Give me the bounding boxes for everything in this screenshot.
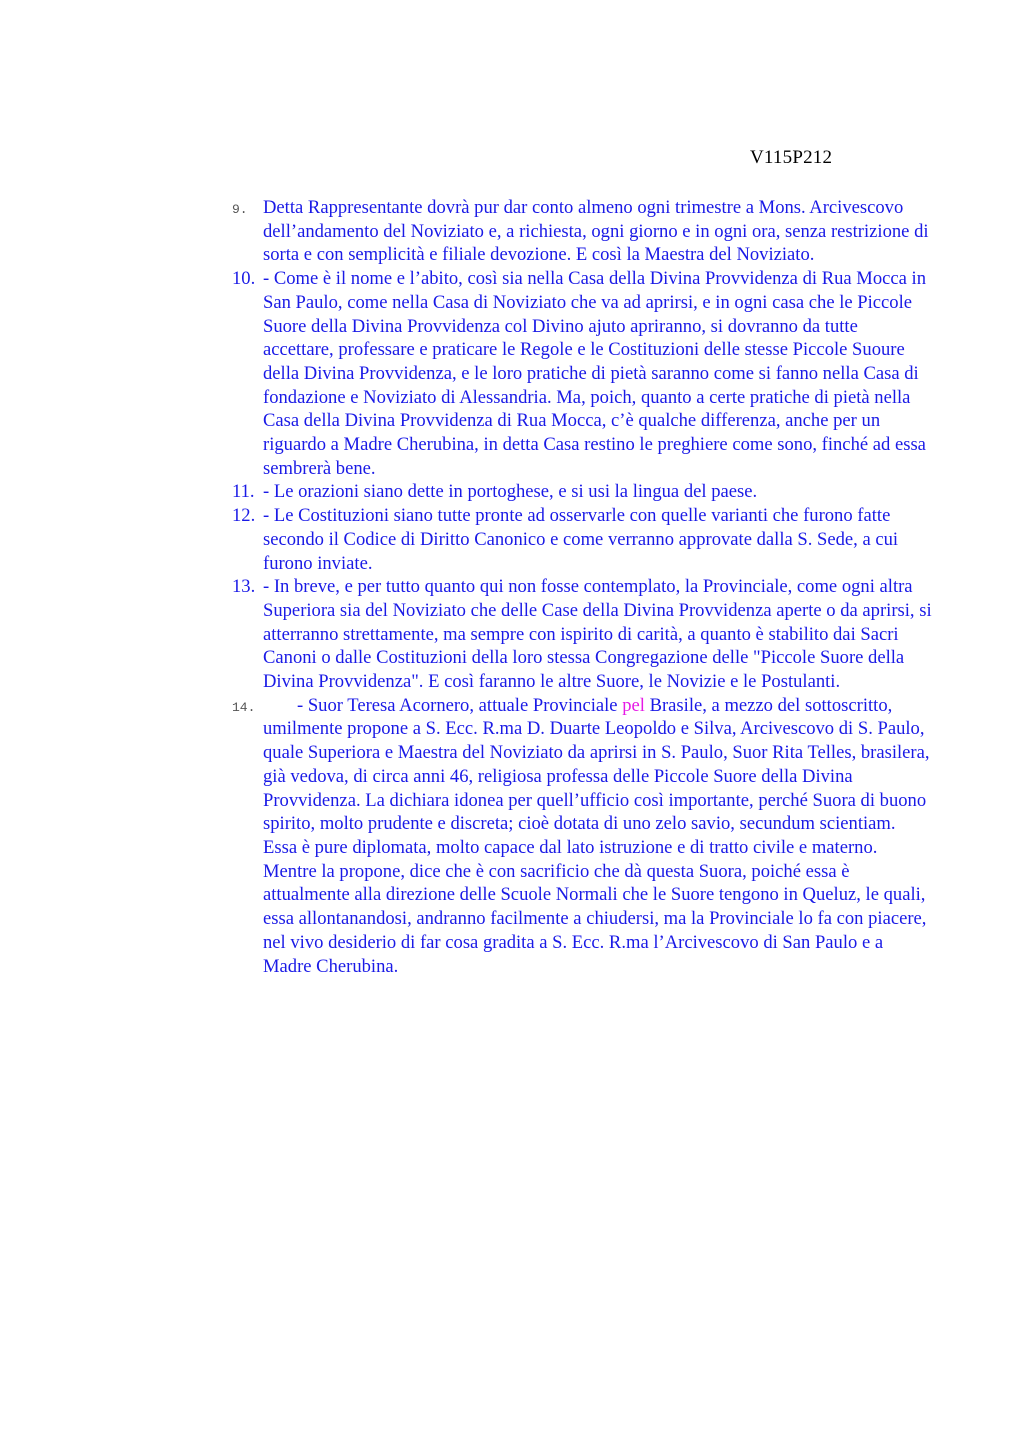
item-number: 9. bbox=[232, 202, 248, 217]
item-text: - Come è il nome e l’abito, così sia nella Casa della Divina Provvidenza di Rua Mocca in San Paulo, come nella Casa di Noviziato che va ad aprirsi, e in ogni casa che le Piccole Suore della Divina Provvidenza col Divino ajuto apriranno, si dovranno da tutte accettare, professare e praticare le Regole e le Costituzioni delle stesse Piccole Suoure della Divina Provvidenza, e le loro pratiche di pietà saranno come si fanno nella Casa di fondazione e Noviziato di Alessandria. Ma, poich, quanto a certe pratiche di pietà nella Casa della Divina Provvidenza di Rua Mocca, c’è qualche differenza, anche per un riguardo a Madre Cherubina, in detta Casa restino le preghiere come sono, finché ad essa sembrerà bene. bbox=[263, 268, 926, 479]
list-item-11 bbox=[0, 480, 933, 504]
page-code: V115P212 bbox=[750, 147, 833, 168]
item-number: 14. bbox=[232, 699, 256, 715]
item-number: 12. bbox=[232, 505, 256, 527]
list-item-12 bbox=[0, 504, 933, 575]
numbered-list bbox=[0, 196, 1024, 978]
item-number: 11. bbox=[232, 481, 255, 503]
item-text-after: Brasile, a mezzo del sottoscritto, umilmente propone a S. Ecc. R.ma D. Duarte Leopoldo e Silva, Arcivescovo di S. Paulo, quale Superiora e Maestra del Noviziato da aprirsi in S. Paulo, Suor Rita Telles, brasilera, già vedova, di circa anni 46, religiosa professa delle Piccole Suore della Divina Provvidenza. La dichiara idonea per quell’ufficio così importante, perché Suora di buono spirito, molto prudente e discreta; cioè dotata di uno zelo savio, secundum scientiam. Essa è pure diplomata, molto capace dal lato istruzione e di tratto civile e materno. Mentre la propone, dice che è con sacrificio che dà questa Suora, poiché essa è attualmente alla direzione delle Scuole Normali che le Suore tengono in Queluz, le quali, essa allontanandosi, andranno facilmente a chiudersi, ma la Provinciale lo fa con piacere, nel vivo desiderio di far cosa gradita a S. Ecc. R.ma l’Arcivescovo di San Paulo e a Madre Cherubina. bbox=[263, 694, 930, 977]
item-text: Detta Rappresentante dovrà pur dar conto almeno ogni trimestre a Mons. Arcivescovo dell’andamento del Noviziato e, a richiesta, ogni giorno e in ogni ora, senza restrizione di sorta e con semplicità e filiale devozione. E così la Maestra del Noviziato. bbox=[263, 197, 929, 266]
list-item-9 bbox=[0, 196, 933, 267]
list-item-10 bbox=[0, 267, 933, 480]
item-number: 13. bbox=[232, 576, 256, 598]
item-text: - Le orazioni siano dette in portoghese, e si usi la lingua del paese. bbox=[263, 481, 758, 503]
highlighted-word: pel bbox=[622, 694, 645, 716]
list-item-13 bbox=[0, 575, 933, 694]
item-text: - In breve, e per tutto quanto qui non fosse contemplato, la Provinciale, come ogni altra Superiora sia del Noviziato che delle Case della Divina Provvidenza aperte o da aprirsi, si atterranno strettamente, ma sempre con ispirito di carità, a quanto è stabilito dai Sacri Canoni o dalle Costituzioni della loro stessa Congregazione delle "Piccole Suore della Divina Provvidenza". E così faranno le altre Suore, le Novizie e le Postulanti. bbox=[263, 576, 932, 693]
list-item-14 bbox=[0, 694, 933, 978]
item-text: - Le Costituzioni siano tutte pronte ad osservarle con quelle varianti che furono fatte secondo il Codice di Diritto Canonico e come verranno approvate dalla S. Sede, a cui furono inviate. bbox=[263, 505, 899, 574]
item-number: 10. bbox=[232, 268, 256, 290]
item-text-before: - Suor Teresa Acornero, attuale Provinciale bbox=[297, 694, 618, 716]
